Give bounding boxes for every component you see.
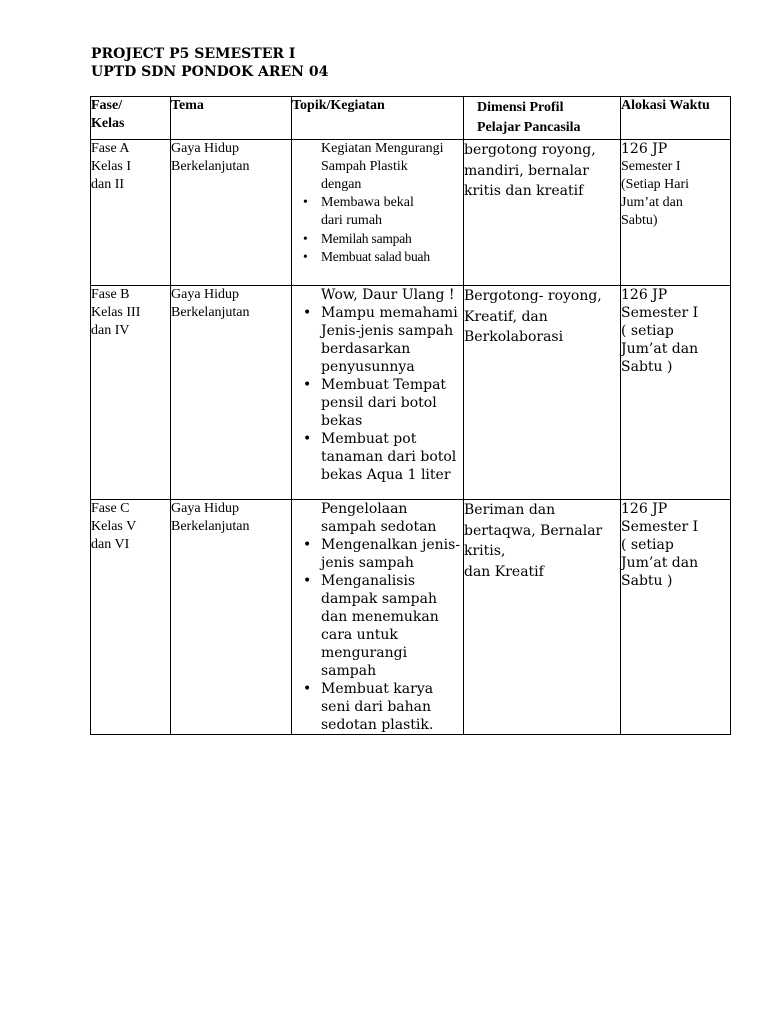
header-fase: Fase/ Kelas — [91, 97, 171, 140]
bullet-icon: • — [303, 249, 308, 264]
list-item — [292, 304, 463, 376]
topik-intro-line: sampah sedotan — [321, 519, 437, 535]
cell-text-line: 126 JP — [621, 141, 668, 157]
cell-text-line: Bergotong- royong, — [464, 288, 602, 304]
cell-text-line: 126 JP — [621, 501, 668, 517]
list-item — [292, 572, 463, 680]
cell-tema — [171, 140, 292, 286]
cell-text-line: bergotong royong, — [464, 142, 596, 158]
cell-text-line: dan VI — [91, 537, 130, 552]
cell-text-line: Membuat pot — [321, 431, 417, 447]
cell-text-line: penyusunnya — [321, 359, 415, 375]
cell-text-line: Mengenalkan jenis- — [321, 537, 461, 553]
list-item — [292, 430, 463, 484]
cell-fase — [91, 140, 171, 286]
cell-text-line: Berkelanjutan — [171, 305, 250, 320]
cell-text-line: dan II — [91, 177, 125, 192]
cell-topik — [292, 500, 464, 735]
cell-text-line: Berkelanjutan — [171, 159, 250, 174]
topik-intro-line: dengan — [321, 177, 362, 192]
cell-dimensi — [464, 500, 621, 735]
table-row — [91, 140, 731, 286]
cell-text-line: Gaya Hidup — [171, 501, 240, 516]
list-item — [292, 230, 463, 248]
cell-tema — [171, 286, 292, 500]
bullet-icon: • — [303, 573, 312, 589]
cell-text-line: berdasarkan — [321, 341, 411, 357]
cell-text-line: Berkelanjutan — [171, 519, 250, 534]
list-item — [292, 536, 463, 572]
heading-title: PROJECT P5 SEMESTER I — [91, 46, 296, 62]
cell-text-line: (Setiap Hari — [621, 177, 690, 192]
bullet-icon: • — [303, 231, 308, 246]
cell-text-line: bekas Aqua 1 liter — [321, 467, 451, 483]
cell-alokasi — [621, 286, 731, 500]
cell-text-line: Semester I — [621, 159, 681, 174]
cell-text-line: Jum’at dan — [621, 555, 699, 571]
heading-school: UPTD SDN PONDOK AREN 04 — [91, 64, 329, 80]
bullet-icon: • — [303, 377, 312, 393]
cell-text-line: Sabtu ) — [621, 359, 673, 375]
cell-dimensi — [464, 286, 621, 500]
cell-text-line: dan menemukan — [321, 609, 439, 625]
cell-text-line: kritis, — [464, 543, 506, 559]
cell-text-line: Memilah sampah — [321, 231, 412, 246]
document-heading — [91, 45, 328, 81]
cell-dimensi — [464, 140, 621, 286]
cell-text-line: Jum’at dan — [621, 341, 699, 357]
cell-text-line: Kreatif, dan — [464, 308, 548, 325]
cell-text-line: ( setiap — [621, 537, 674, 553]
cell-text-line: Mampu memahami — [321, 305, 458, 321]
cell-fase — [91, 500, 171, 735]
cell-text-line: Fase C — [91, 501, 130, 516]
list-item — [292, 248, 463, 266]
list-item — [292, 194, 463, 230]
cell-text-line: seni dari bahan — [321, 699, 432, 715]
list-item — [292, 376, 463, 430]
cell-text-line: Membuat karya — [321, 681, 434, 697]
cell-text-line: jenis sampah — [321, 555, 414, 571]
cell-text-line: kritis dan kreatif — [464, 183, 584, 199]
cell-text-line: Sabtu) — [621, 213, 658, 228]
table-row — [91, 286, 731, 500]
cell-text-line: mandiri, bernalar — [464, 162, 589, 179]
cell-tema — [171, 500, 292, 735]
table-header-row — [91, 97, 731, 140]
cell-text-line: Semester I — [621, 305, 699, 321]
activity-list — [292, 194, 463, 266]
cell-text-line: 126 JP — [621, 287, 668, 303]
bullet-icon: • — [303, 681, 312, 697]
cell-text-line: Gaya Hidup — [171, 287, 240, 302]
topik-intro-line: Wow, Daur Ulang ! — [321, 287, 455, 303]
cell-text-line: Beriman dan — [464, 502, 556, 518]
cell-text-line: Jenis-jenis sampah — [321, 323, 454, 339]
cell-text-line: Membuat Tempat — [321, 377, 447, 393]
table-row — [91, 500, 731, 735]
cell-text-line: bekas — [321, 413, 363, 429]
cell-text-line: cara untuk — [321, 627, 398, 643]
cell-text-line: tanaman dari botol — [321, 449, 457, 465]
header-topik: Topik/Kegiatan — [292, 97, 464, 140]
cell-text-line: Jum’at dan — [621, 195, 683, 210]
cell-text-line: ( setiap — [621, 323, 674, 339]
cell-alokasi — [621, 140, 731, 286]
cell-text-line: Kelas I — [91, 159, 132, 174]
cell-text-line: Membuat salad buah — [321, 249, 430, 264]
cell-topik — [292, 286, 464, 500]
header-dimensi: Dimensi Profil Pelajar Pancasila — [464, 97, 621, 140]
cell-text-line: Fase B — [91, 287, 130, 302]
topik-intro-line: Kegiatan Mengurangi — [321, 141, 444, 156]
cell-text-line: dan IV — [91, 323, 130, 338]
bullet-icon: • — [303, 431, 312, 447]
cell-text-line: bertaqwa, Bernalar — [464, 522, 603, 539]
cell-fase — [91, 286, 171, 500]
bullet-icon: • — [303, 305, 312, 321]
header-alokasi: Alokasi Waktu — [621, 97, 731, 140]
cell-text-line: dan Kreatif — [464, 563, 544, 580]
bullet-icon: • — [303, 537, 312, 553]
cell-text-line: pensil dari botol — [321, 395, 437, 411]
project-table — [90, 96, 731, 735]
cell-text-line: Gaya Hidup — [171, 141, 240, 156]
cell-text-line: dampak sampah — [321, 591, 437, 607]
cell-text-line: Menganalisis — [321, 573, 416, 589]
topik-intro-line: Sampah Plastik — [321, 159, 408, 174]
cell-topik — [292, 140, 464, 286]
cell-text-line: Membawa bekal — [321, 195, 414, 210]
header-tema: Tema — [171, 97, 292, 140]
cell-text-line: Sabtu ) — [621, 573, 673, 589]
cell-text-line: Kelas III — [91, 305, 141, 320]
cell-text-line: Berkolaborasi — [464, 329, 564, 345]
topik-intro-line: Pengelolaan — [321, 501, 408, 517]
cell-text-line: Fase A — [91, 141, 130, 156]
cell-text-line: dari rumah — [321, 213, 383, 228]
activity-list — [292, 304, 463, 484]
cell-text-line: Kelas V — [91, 519, 137, 534]
cell-text-line: sedotan plastik. — [321, 717, 434, 733]
cell-alokasi — [621, 500, 731, 735]
list-item — [292, 680, 463, 734]
activity-list — [292, 536, 463, 734]
bullet-icon: • — [303, 195, 308, 210]
cell-text-line: Semester I — [621, 519, 699, 535]
cell-text-line: mengurangi sampah — [321, 645, 408, 679]
